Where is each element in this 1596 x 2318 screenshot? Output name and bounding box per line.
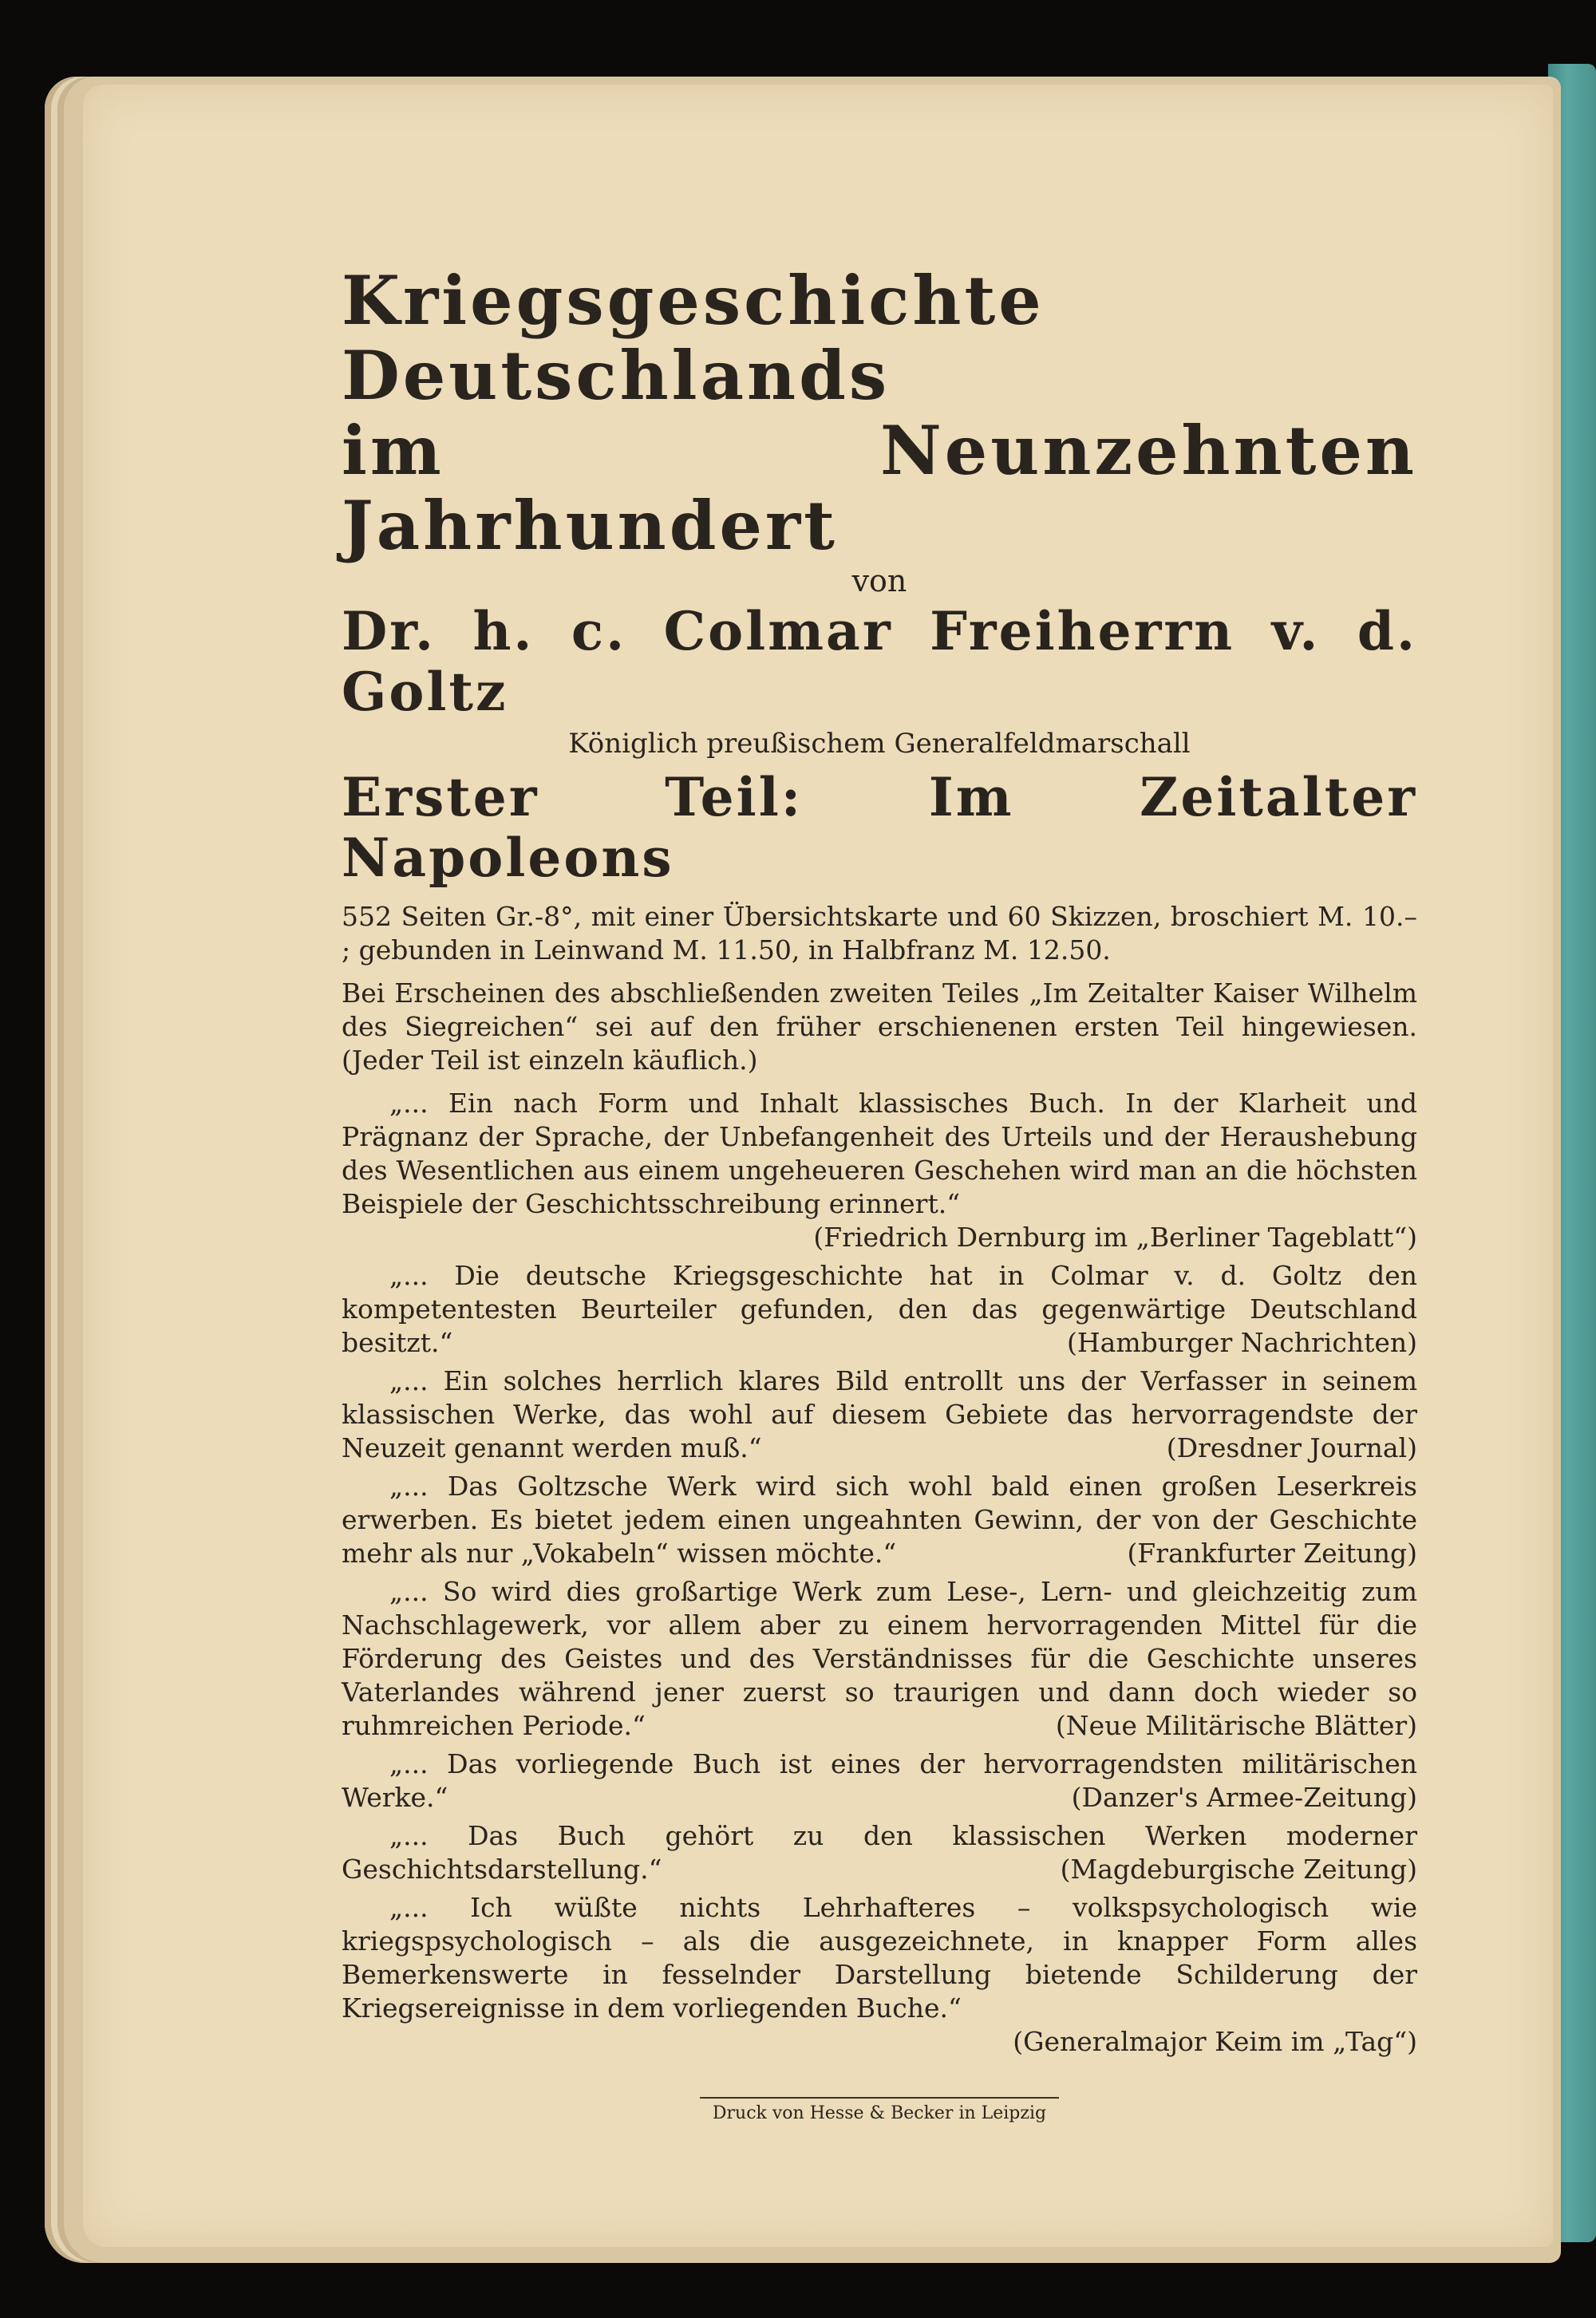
- quote-text: „... Ein nach Form und Inhalt klassisches Buch. In der Klarheit und Prägnanz der Sprache, der Unbefangenheit des Urteils und der Heraushebung des Wesentlichen aus einem ungeheueren Geschehen wird man an die höchsten Beispiele der Geschichtsschreibung erinnert.“: [342, 1087, 1417, 1219]
- quote-text: „... Das vorliegende Buch ist eines der hervorragendsten militärischen Werke.“: [342, 1747, 1417, 1813]
- quote-source: (Friedrich Dernburg im „Berliner Tageblatt“): [813, 1221, 1417, 1253]
- review-quote: [342, 1575, 1417, 1743]
- quote-source: (Hamburger Nachrichten): [1067, 1326, 1417, 1358]
- by-label: von: [851, 563, 907, 599]
- review-quote: [342, 1470, 1417, 1570]
- second-part-note: Bei Erscheinen des abschließenden zweiten Teiles „Im Zeitalter Kaiser Wilhelm des Siegreichen“ sei auf den früher erschienenen ersten Teil hingewiesen. (Jeder Teil ist einzeln käuflich.): [342, 977, 1417, 1076]
- part-title: Erster Teil: Im Zeitalter Napoleons: [342, 765, 1417, 889]
- quote-source: (Neue Militärische Blätter): [1055, 1709, 1417, 1741]
- quote-source: (Frankfurter Zeitung): [1127, 1537, 1417, 1569]
- review-quote: [342, 1747, 1417, 1815]
- review-quote: [342, 1087, 1417, 1254]
- quote-source: (Magdeburgische Zeitung): [1060, 1853, 1417, 1885]
- printer-imprint: Druck von Hesse & Becker in Leipzig: [700, 2097, 1059, 2123]
- title-line-1: Kriegsgeschichte Deutschlands: [342, 261, 1045, 416]
- quote-text: „... So wird dies großartige Werk zum Lese-, Lern- und gleichzeitig zum Nachschlagewerk, vor allem aber zu einem hervorragenden Mittel für die Förderung des Geistes und des Verständnisses für die Geschichte unseres Vaterlandes während jener zuerst so traurigen und dann doch wieder so ruhmreichen Periode.“: [342, 1575, 1417, 1741]
- quote-source: (Generalmajor Keim im „Tag“): [1013, 2025, 1417, 2057]
- quote-text: „... Das Buch gehört zu den klassischen Werken moderner Geschichtsdarstellung.“: [342, 1819, 1417, 1885]
- review-quote: [342, 1364, 1417, 1465]
- author-name: Dr. h. c. Colmar Freiherrn v. d. Goltz: [342, 600, 1417, 723]
- quote-text: „... Die deutsche Kriegsgeschichte hat in Colmar v. d. Goltz den kompetentesten Beurteiler gefunden, den das gegenwärtige Deutschland besitzt.“: [342, 1259, 1417, 1358]
- review-quote: [342, 1259, 1417, 1360]
- quote-text: „... Ein solches herrlich klares Bild entrollt uns der Verfasser in seinem klassischen Werke, das wohl auf diesem Gebiete das hervorragendste der Neuzeit genannt werden muß.“: [342, 1364, 1417, 1463]
- quote-source: (Dresdner Journal): [1166, 1431, 1417, 1463]
- review-quote: [342, 1819, 1417, 1886]
- quote-source: (Danzer's Armee-Zeitung): [1071, 1781, 1417, 1813]
- book-title: [342, 261, 1417, 566]
- edition-details: 552 Seiten Gr.-8°, mit einer Übersichtskarte und 60 Skizzen, broschiert M. 10.– ; gebunden in Leinwand M. 11.50, in Halbfranz M. 12.50.: [342, 900, 1417, 966]
- author-rank: Königlich preußischem Generalfeldmarschall: [568, 727, 1191, 760]
- quote-text: „... Ich wüßte nichts Lehrhafteres – volkspsychologisch wie kriegspsychologisch – als die ausgezeichnete, in knapper Form alles Bemerkenswerte in fesselnder Darstellung bietende Schilderung der Kriegsereignisse in dem vorliegenden Buche.“: [342, 1891, 1417, 2024]
- review-quote: [342, 1891, 1417, 2059]
- advertisement: [342, 263, 1417, 2123]
- title-line-2: im Neunzehnten Jahrhundert: [342, 411, 1417, 566]
- quote-text: „... Das Goltzsche Werk wird sich wohl bald einen großen Leserkreis erwerben. Es bietet jedem einen ungeahnten Gewinn, der von der Geschichte mehr als nur „Vokabeln“ wissen möchte.“: [342, 1470, 1417, 1569]
